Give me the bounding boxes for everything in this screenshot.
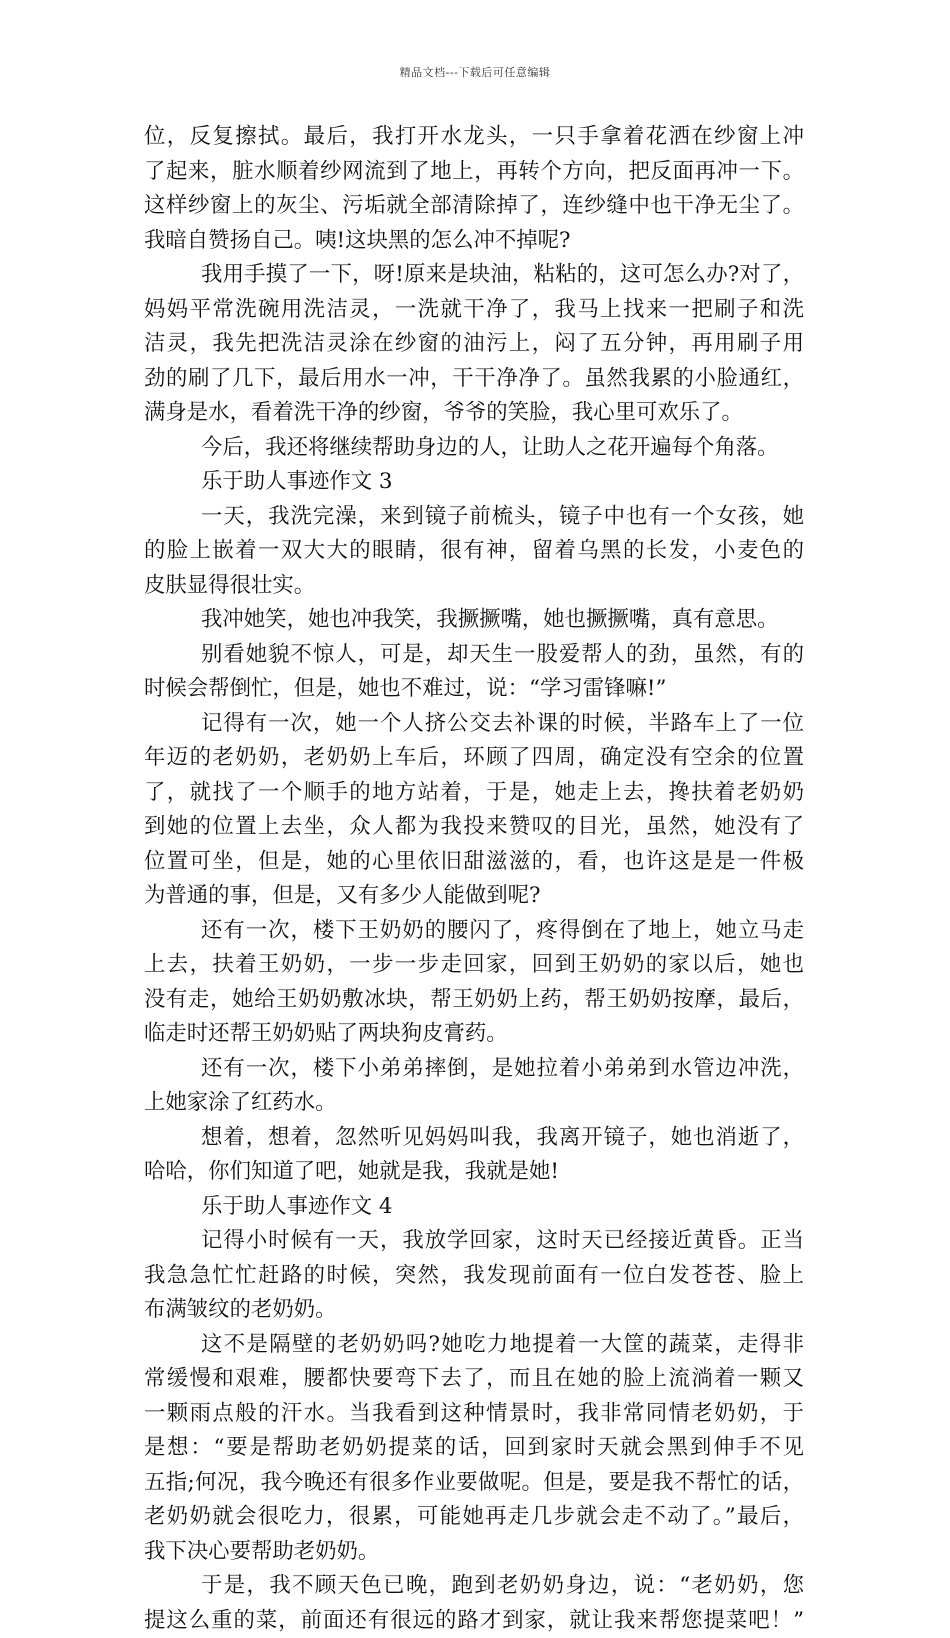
text-line: 上她家涂了红药水。 xyxy=(144,1086,804,1121)
text-line: 时候会帮倒忙，但是，她也不难过，说：“学习雷锋嘛!” xyxy=(144,672,804,707)
text-line: 年迈的老奶奶，老奶奶上车后，环顾了四周，确定没有空余的位置 xyxy=(144,741,804,776)
text-line: 我用手摸了一下，呀!原来是块油，粘粘的，这可怎么办?对了， xyxy=(144,258,804,293)
text-line: 没有走，她给王奶奶敷冰块，帮王奶奶上药，帮王奶奶按摩，最后， xyxy=(144,983,804,1018)
text-line: 记得有一次，她一个人挤公交去补课的时候，半路车上了一位 xyxy=(144,707,804,742)
text-line: 妈妈平常洗碗用洗洁灵，一洗就干净了，我马上找来一把刷子和洗 xyxy=(144,293,804,328)
text-line: 我暗自赞扬自己。咦!这块黑的怎么冲不掉呢? xyxy=(144,224,804,259)
text-line: 位，反复擦拭。最后，我打开水龙头，一只手拿着花洒在纱窗上冲 xyxy=(144,120,804,155)
text-line: 为普通的事，但是，又有多少人能做到呢? xyxy=(144,879,804,914)
text-line: 想着，想着，忽然听见妈妈叫我，我离开镜子，她也消逝了， xyxy=(144,1121,804,1156)
text-line: 是想：“要是帮助老奶奶提菜的话，回到家时天就会黑到伸手不见 xyxy=(144,1431,804,1466)
text-line: 劲的刷了几下，最后用水一冲，干干净净了。虽然我累的小脸通红， xyxy=(144,362,804,397)
text-line: 一颗雨点般的汗水。当我看到这种情景时，我非常同情老奶奶，于 xyxy=(144,1397,804,1432)
text-line: 还有一次，楼下王奶奶的腰闪了，疼得倒在了地上，她立马走 xyxy=(144,914,804,949)
text-line: 一天，我洗完澡，来到镜子前梳头，镜子中也有一个女孩，她 xyxy=(144,500,804,535)
text-line: 上去，扶着王奶奶，一步一步走回家，回到王奶奶的家以后，她也 xyxy=(144,948,804,983)
text-line: 别看她貌不惊人，可是，却天生一股爱帮人的劲，虽然，有的 xyxy=(144,638,804,673)
text-line: 临走时还帮王奶奶贴了两块狗皮膏药。 xyxy=(144,1017,804,1052)
text-line: 我下决心要帮助老奶奶。 xyxy=(144,1535,804,1570)
text-line: 哈哈，你们知道了吧，她就是我，我就是她! xyxy=(144,1155,804,1190)
text-line: 常缓慢和艰难，腰都快要弯下去了，而且在她的脸上流淌着一颗又 xyxy=(144,1362,804,1397)
text-line: 这不是隔壁的老奶奶吗?她吃力地提着一大筐的蔬菜，走得非 xyxy=(144,1328,804,1363)
text-line: 这样纱窗上的灰尘、污垢就全部清除掉了，连纱缝中也干净无尘了。 xyxy=(144,189,804,224)
text-line: 提这么重的菜，前面还有很远的路才到家，就让我来帮您提菜吧！” xyxy=(144,1604,804,1638)
text-line: 五指;何况，我今晚还有很多作业要做呢。但是，要是我不帮忙的话， xyxy=(144,1466,804,1501)
text-line: 今后，我还将继续帮助身边的人，让助人之花开遍每个角落。 xyxy=(144,431,804,466)
text-line: 还有一次，楼下小弟弟摔倒，是她拉着小弟弟到水管边冲洗， xyxy=(144,1052,804,1087)
text-line: 位置可坐，但是，她的心里依旧甜滋滋的，看，也许这是是一件极 xyxy=(144,845,804,880)
text-line: 乐于助人事迹作文 3 xyxy=(144,465,804,500)
text-line: 皮肤显得很壮实。 xyxy=(144,569,804,604)
text-line: 了起来，脏水顺着纱网流到了地上，再转个方向，把反面再冲一下。 xyxy=(144,155,804,190)
document-body xyxy=(144,120,804,1638)
text-line: 我冲她笑，她也冲我笑，我撅撅嘴，她也撅撅嘴，真有意思。 xyxy=(144,603,804,638)
text-line: 洁灵，我先把洗洁灵涂在纱窗的油污上，闷了五分钟，再用刷子用 xyxy=(144,327,804,362)
text-line: 到她的位置上去坐，众人都为我投来赞叹的目光，虽然，她没有了 xyxy=(144,810,804,845)
text-line: 记得小时候有一天，我放学回家，这时天已经接近黄昏。正当 xyxy=(144,1224,804,1259)
text-line: 于是，我不顾天色已晚，跑到老奶奶身边，说：“老奶奶，您 xyxy=(144,1569,804,1604)
text-line: 布满皱纹的老奶奶。 xyxy=(144,1293,804,1328)
text-line: 了，就找了一个顺手的地方站着，于是，她走上去，搀扶着老奶奶 xyxy=(144,776,804,811)
text-line: 的脸上嵌着一双大大的眼睛，很有神，留着乌黑的长发，小麦色的 xyxy=(144,534,804,569)
text-line: 我急急忙忙赶路的时候，突然，我发现前面有一位白发苍苍、脸上 xyxy=(144,1259,804,1294)
text-line: 乐于助人事迹作文 4 xyxy=(144,1190,804,1225)
page-header: 精品文档---下载后可任意编辑 xyxy=(0,64,950,80)
text-line: 老奶奶就会很吃力，很累，可能她再走几步就会走不动了。”最后， xyxy=(144,1500,804,1535)
text-line: 满身是水，看着洗干净的纱窗，爷爷的笑脸，我心里可欢乐了。 xyxy=(144,396,804,431)
